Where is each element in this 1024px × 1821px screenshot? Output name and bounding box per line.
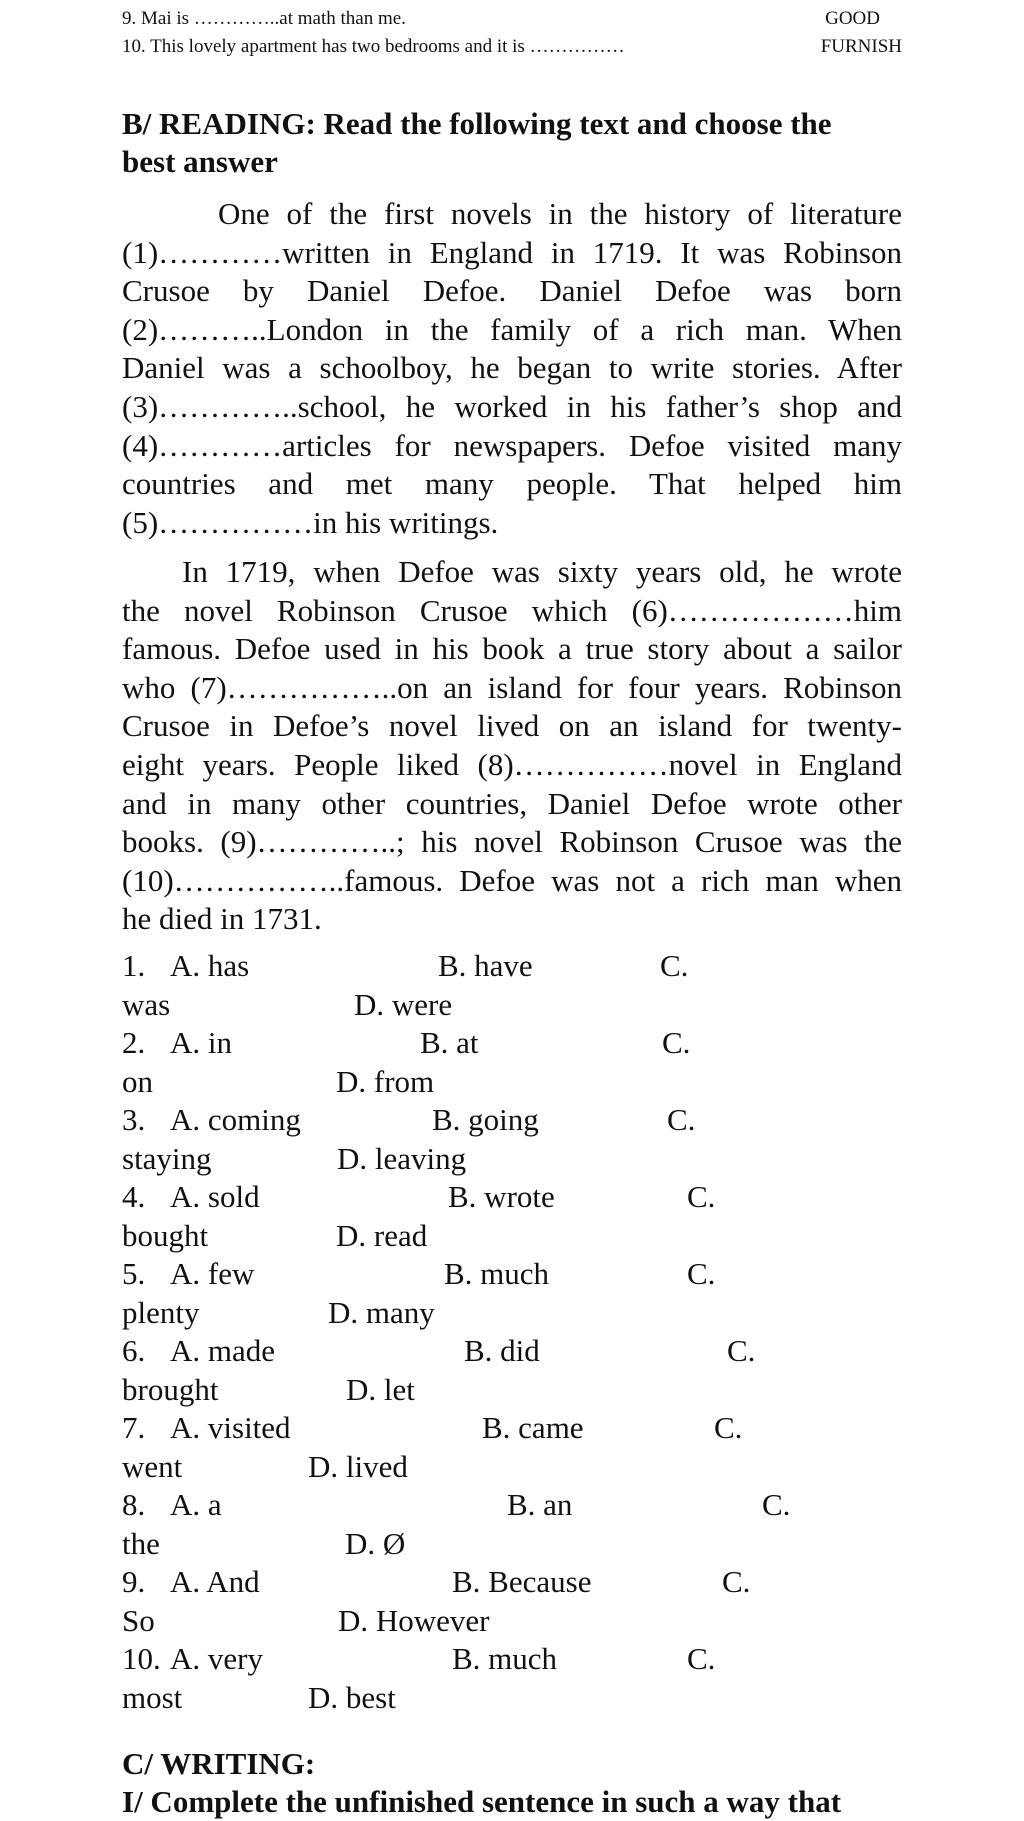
option-d: D. leaving bbox=[337, 1140, 467, 1176]
option-c-label: C. bbox=[714, 1410, 743, 1445]
option-c-label: C. bbox=[687, 1641, 716, 1676]
heading-line: B/ READING: Read the following text and choose the bbox=[122, 106, 832, 141]
option-d: D. Ø bbox=[345, 1525, 406, 1561]
option-b: B. Because bbox=[452, 1564, 592, 1599]
option-c-value: went bbox=[122, 1448, 183, 1484]
option-a: A. made bbox=[170, 1333, 276, 1368]
question-text: 9. Mai is …………..at math than me. bbox=[122, 8, 406, 29]
question-number: 10. bbox=[122, 1641, 161, 1676]
text-line: he died in 1731. bbox=[122, 901, 322, 937]
option-a: A. visited bbox=[170, 1410, 291, 1445]
text-line: and in many other countries, Daniel Defoe wrote other bbox=[122, 785, 902, 821]
question-number: 8. bbox=[122, 1487, 146, 1522]
word-form-cue: FURNISH bbox=[820, 36, 902, 57]
option-d: D. read bbox=[336, 1217, 428, 1253]
question-text: 10. This lovely apartment has two bedrooms and it is …………… bbox=[122, 36, 625, 57]
text-line: the novel Robinson Crusoe which (6)………………him bbox=[122, 592, 902, 628]
text-line: Crusoe in Defoe’s novel lived on an island for twenty- bbox=[122, 708, 902, 744]
text-line: who (7)……………..on an island for four years. Robinson bbox=[122, 669, 902, 705]
reading-paragraph-1 bbox=[122, 195, 902, 542]
option-a: A. coming bbox=[170, 1102, 301, 1137]
option-c-label: C. bbox=[687, 1179, 716, 1214]
text-line: Crusoe by Daniel Defoe. Daniel Defoe was born bbox=[122, 273, 902, 309]
writing-section-heading: C/ WRITING: bbox=[122, 1746, 316, 1781]
option-b: B. at bbox=[420, 1025, 479, 1060]
option-b: B. much bbox=[444, 1256, 550, 1291]
option-b: B. an bbox=[507, 1487, 573, 1522]
option-c-value: was bbox=[122, 986, 171, 1022]
text-line: (5)……………in his writings. bbox=[122, 504, 499, 540]
option-a: A. a bbox=[170, 1487, 222, 1522]
question-options-7 bbox=[122, 1409, 922, 1486]
option-d: D. were bbox=[354, 986, 453, 1022]
reading-paragraph-2 bbox=[122, 553, 902, 939]
option-c-label: C. bbox=[660, 948, 689, 983]
text-line: (10)……………..famous. Defoe was not a rich man when bbox=[122, 862, 902, 898]
option-c-label: C. bbox=[687, 1256, 716, 1291]
option-a: A. sold bbox=[170, 1179, 260, 1214]
question-number: 4. bbox=[122, 1179, 146, 1214]
option-b: B. much bbox=[452, 1641, 558, 1676]
option-b: B. did bbox=[464, 1333, 540, 1368]
text-line: famous. Defoe used in his book a true story about a sailor bbox=[122, 631, 902, 667]
option-b: B. going bbox=[432, 1102, 539, 1137]
reading-section-heading bbox=[122, 105, 912, 181]
option-a: A. few bbox=[170, 1256, 255, 1291]
word-form-cue: GOOD bbox=[825, 8, 880, 29]
question-number: 6. bbox=[122, 1333, 146, 1368]
question-options-5 bbox=[122, 1255, 922, 1332]
question-options-1 bbox=[122, 947, 922, 1024]
option-b: B. came bbox=[482, 1410, 584, 1445]
option-c-value: So bbox=[122, 1602, 155, 1638]
text-line: (1)…………written in England in 1719. It was Robinson bbox=[122, 234, 902, 270]
question-number: 5. bbox=[122, 1256, 146, 1291]
option-a: A. And bbox=[170, 1564, 260, 1599]
question-number: 2. bbox=[122, 1025, 146, 1060]
question-options-4 bbox=[122, 1178, 922, 1255]
text-line: (4)…………articles for newspapers. Defoe visited many bbox=[122, 427, 902, 463]
option-d: D. lived bbox=[308, 1448, 408, 1484]
option-d: D. many bbox=[328, 1294, 435, 1330]
option-c-value: plenty bbox=[122, 1294, 200, 1330]
option-b: B. wrote bbox=[448, 1179, 555, 1214]
question-options-10 bbox=[122, 1640, 922, 1717]
question-options-9 bbox=[122, 1563, 922, 1640]
option-d: D. from bbox=[336, 1063, 435, 1099]
option-c-label: C. bbox=[662, 1025, 691, 1060]
option-c-value: the bbox=[122, 1525, 160, 1561]
text-line: (2)………..London in the family of a rich man. When bbox=[122, 311, 902, 347]
option-a: A. has bbox=[170, 948, 250, 983]
text-line: countries and met many people. That helped him bbox=[122, 466, 902, 502]
option-c-label: C. bbox=[727, 1333, 756, 1368]
question-options-2 bbox=[122, 1024, 922, 1101]
question-number: 7. bbox=[122, 1410, 146, 1445]
text-line: Daniel was a schoolboy, he began to write stories. After bbox=[122, 350, 902, 386]
writing-instruction: I/ Complete the unfinished sentence in such a way that bbox=[122, 1784, 842, 1819]
option-c-value: on bbox=[122, 1063, 153, 1099]
question-number: 9. bbox=[122, 1564, 146, 1599]
option-d: D. best bbox=[308, 1679, 396, 1715]
option-a: A. very bbox=[170, 1641, 263, 1676]
question-options-3 bbox=[122, 1101, 922, 1178]
question-number: 1. bbox=[122, 948, 146, 983]
question-options-6 bbox=[122, 1332, 922, 1409]
heading-line: best answer bbox=[122, 144, 278, 179]
option-b: B. have bbox=[438, 948, 533, 983]
option-c-label: C. bbox=[762, 1487, 791, 1522]
text-line: (3)…………..school, he worked in his father’s shop and bbox=[122, 388, 902, 424]
text-line: One of the first novels in the history of literature bbox=[218, 196, 902, 231]
option-a: A. in bbox=[170, 1025, 232, 1060]
text-line: In 1719, when Defoe was sixty years old, he wrote bbox=[182, 554, 902, 589]
question-options-8 bbox=[122, 1486, 922, 1563]
option-c-value: most bbox=[122, 1679, 183, 1715]
option-c-value: staying bbox=[122, 1140, 212, 1176]
option-d: D. However bbox=[338, 1602, 490, 1638]
text-line: books. (9)…………..; his novel Robinson Crusoe was the bbox=[122, 824, 902, 860]
option-c-label: C. bbox=[722, 1564, 751, 1599]
text-line: eight years. People liked (8)……………novel in England bbox=[122, 746, 902, 782]
option-c-value: bought bbox=[122, 1217, 209, 1253]
option-c-value: brought bbox=[122, 1371, 219, 1407]
question-number: 3. bbox=[122, 1102, 146, 1137]
option-d: D. let bbox=[346, 1371, 415, 1407]
option-c-label: C. bbox=[667, 1102, 696, 1137]
